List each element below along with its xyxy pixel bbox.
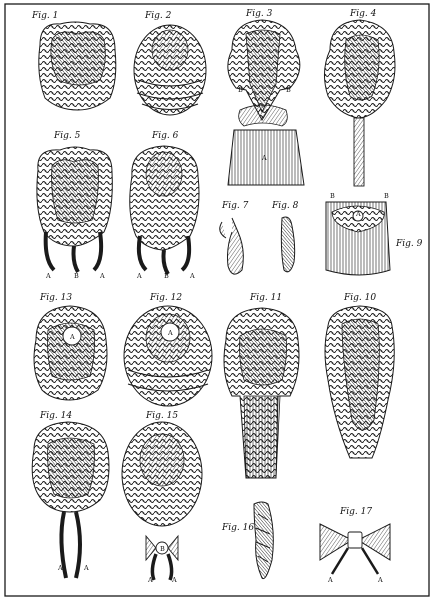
fig-6-letter-1: A [137, 272, 142, 280]
fig-5-letter-2: B [74, 272, 79, 280]
fig-11-label: Fig. 11 [250, 293, 283, 303]
fig-6-wig [130, 146, 199, 274]
fig-7-curl-piece [220, 218, 244, 274]
fig-15-letter-3: A [172, 576, 177, 584]
fig-14-letter-1: A [58, 564, 63, 572]
fig-3-letter-2: B [286, 86, 291, 94]
fig-17-letter-1: A [328, 576, 333, 584]
fig-14-label: Fig. 14 [40, 411, 73, 421]
fig-11-long-wig [224, 308, 299, 478]
fig-10-long-wig [325, 306, 394, 458]
fig-13-letter-1: A [70, 333, 75, 341]
fig-15-wig [122, 422, 202, 580]
fig-5-letter-1: A [46, 272, 51, 280]
fig-9-letter-1: B [330, 192, 335, 200]
fig-12-label: Fig. 12 [150, 293, 183, 303]
fig-10-label: Fig. 10 [344, 293, 377, 303]
fig-15-letter-1: B [160, 545, 165, 553]
fig-1-label: Fig. 1 [32, 11, 59, 21]
fig-14-wig [32, 422, 109, 578]
fig-8-curl-piece [281, 217, 294, 272]
fig-5-label: Fig. 5 [54, 131, 81, 141]
fig-9-letter-2: A [356, 210, 361, 218]
fig-6-label: Fig. 6 [152, 131, 179, 141]
fig-4-label: Fig. 4 [350, 9, 377, 19]
fig-7-label: Fig. 7 [222, 201, 249, 211]
fig-15-label: Fig. 15 [146, 411, 179, 421]
fig-17-letter-2: A [378, 576, 383, 584]
fig-16-label: Fig. 16 [222, 523, 255, 533]
fig-5-letter-3: A [100, 272, 105, 280]
fig-8-label: Fig. 8 [272, 201, 299, 211]
fig-9-letter-3: B [384, 192, 389, 200]
fig-2-wig [134, 25, 206, 115]
fig-6-letter-3: A [190, 272, 195, 280]
fig-12-letter-1: A [168, 329, 173, 337]
fig-1-wig [39, 22, 116, 110]
fig-17-label: Fig. 17 [340, 507, 373, 517]
fig-3-letter-1: B [238, 86, 243, 94]
fig-5-wig [37, 147, 112, 272]
fig-3-letter-3: A [262, 154, 267, 162]
fig-17-bow [320, 524, 390, 574]
fig-13-wig [34, 306, 107, 400]
fig-15-letter-2: A [148, 576, 153, 584]
fig-3-label: Fig. 3 [246, 9, 273, 19]
fig-9-label: Fig. 9 [396, 239, 423, 249]
fig-16-queue-braid [254, 502, 273, 579]
fig-12-wig [124, 306, 212, 406]
fig-4-queue-wig [324, 20, 395, 186]
fig-13-label: Fig. 13 [40, 293, 73, 303]
fig-14-letter-2: A [84, 564, 89, 572]
fig-6-letter-2: B [164, 272, 169, 280]
fig-2-label: Fig. 2 [145, 11, 172, 21]
